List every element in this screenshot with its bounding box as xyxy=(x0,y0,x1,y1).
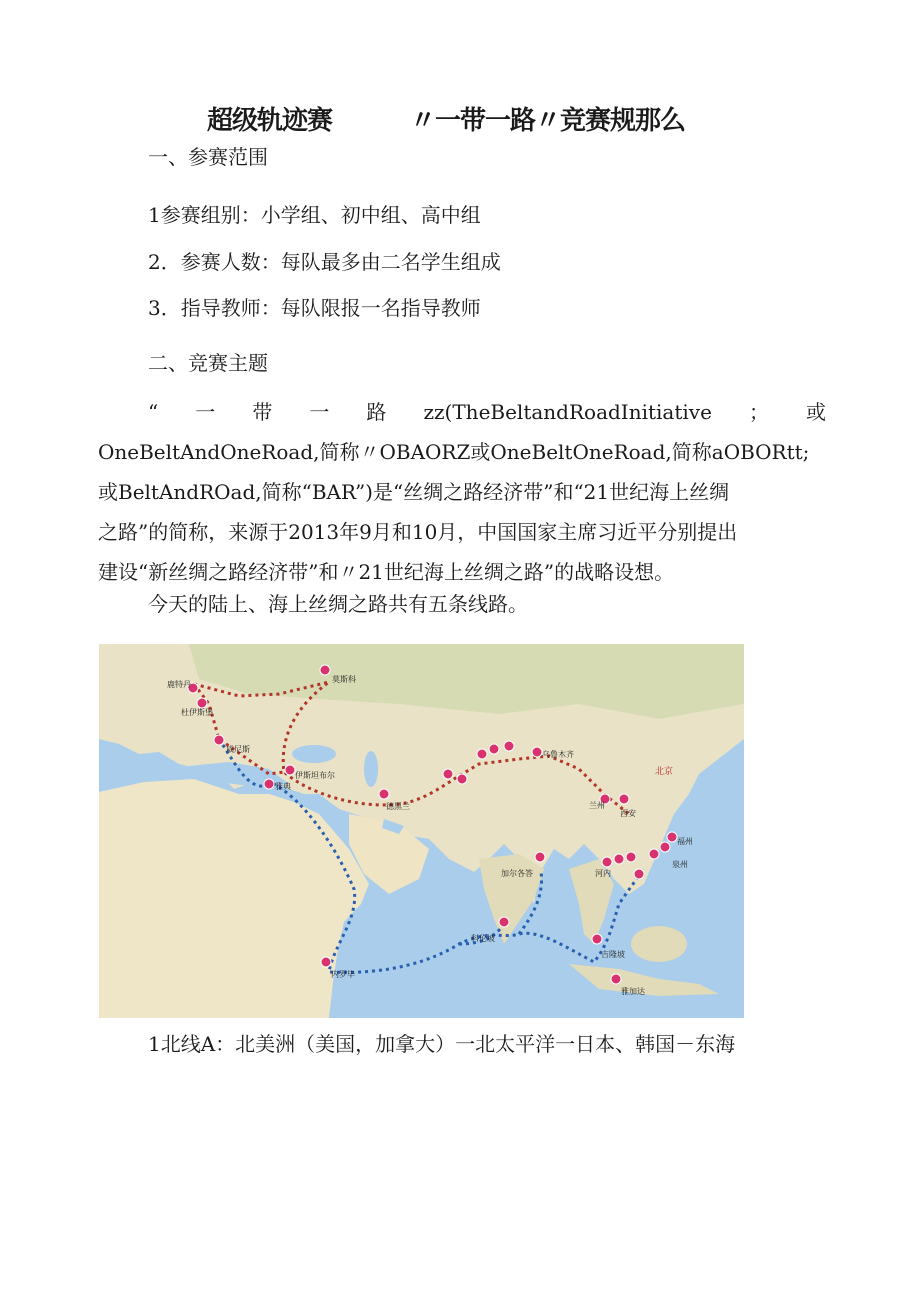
map-label-hanoi: 河内 xyxy=(595,869,611,878)
map-label-rotterdam: 鹿特丹 xyxy=(167,680,191,689)
section2-paragraph-1 xyxy=(98,392,826,592)
map-label-lanzhou: 兰州 xyxy=(589,801,605,810)
section2-paragraph-2: 今天的陆上、海上丝绸之路共有五条线路。 xyxy=(148,592,528,616)
map-label-nairobi: 内罗毕 xyxy=(331,970,355,979)
map-label-kualalumpur: 吉隆坡 xyxy=(601,950,625,959)
paragraph-line-2: OneBeltAndOneRoad,简称〃OBAORZ或OneBeltOneRoad,简称aOBORtt; xyxy=(98,440,810,464)
paragraph-line-5: 建设“新丝绸之路经济带”和〃21世纪海上丝绸之路”的战略设想。 xyxy=(98,560,675,584)
section1-item-3: 3．指导教师：每队限报一名指导教师 xyxy=(148,296,481,320)
map-label-tehran: 德黑兰 xyxy=(386,802,410,811)
paragraph-line-1: “ 一 带 一 路 zz(TheBeltandRoadInitiative ； 或 xyxy=(148,400,826,424)
map-label-fuzhou: 福州 xyxy=(677,837,693,846)
section1-item-1: 1参赛组别：小学组、初中组、高中组 xyxy=(148,203,481,227)
section1-item-2: 2．参赛人数：每队最多由二名学生组成 xyxy=(148,250,501,274)
section1-heading: 一、参赛范围 xyxy=(148,145,268,169)
map-label-urumqi: 乌鲁木齐 xyxy=(542,750,574,759)
map-label-xian: 西安 xyxy=(620,809,636,818)
route-item-1: 1北线A：北美洲（美国，加拿大）一北太平洋一日本、韩国－东海 xyxy=(148,1032,736,1056)
title-left: 超级轨迹赛 xyxy=(207,106,333,136)
page-title xyxy=(207,100,685,137)
section2-heading: 二、竞赛主题 xyxy=(148,351,268,375)
map-label-istanbul: 伊斯坦布尔 xyxy=(295,771,335,780)
title-right: 〃一带一路〃竞赛规那么 xyxy=(410,106,686,136)
map-label-colombo: 科伦坡 xyxy=(471,934,495,943)
map-label-athens: 雅典 xyxy=(275,782,291,791)
map-label-beijing: 北京 xyxy=(655,767,674,777)
paragraph-line-4: 之路”的简称，来源于2013年9月和10月，中国国家主席习近平分别提出 xyxy=(98,520,738,544)
map-label-kolkata: 加尔各答 xyxy=(501,869,533,878)
map-label-jakarta: 雅加达 xyxy=(621,987,645,996)
belt-and-road-map xyxy=(99,644,744,1018)
map-label-moscow: 莫斯科 xyxy=(332,675,356,684)
paragraph-line-3: 或BeltAndROad,简称“BAR”)是“丝绸之路经济带”和“21世纪海上丝绸 xyxy=(98,480,730,504)
map-label-quanzhou: 泉州 xyxy=(672,860,688,869)
map-label-venice: 威尼斯 xyxy=(226,745,250,754)
map-label-duisburg: 杜伊斯堡 xyxy=(181,708,213,717)
